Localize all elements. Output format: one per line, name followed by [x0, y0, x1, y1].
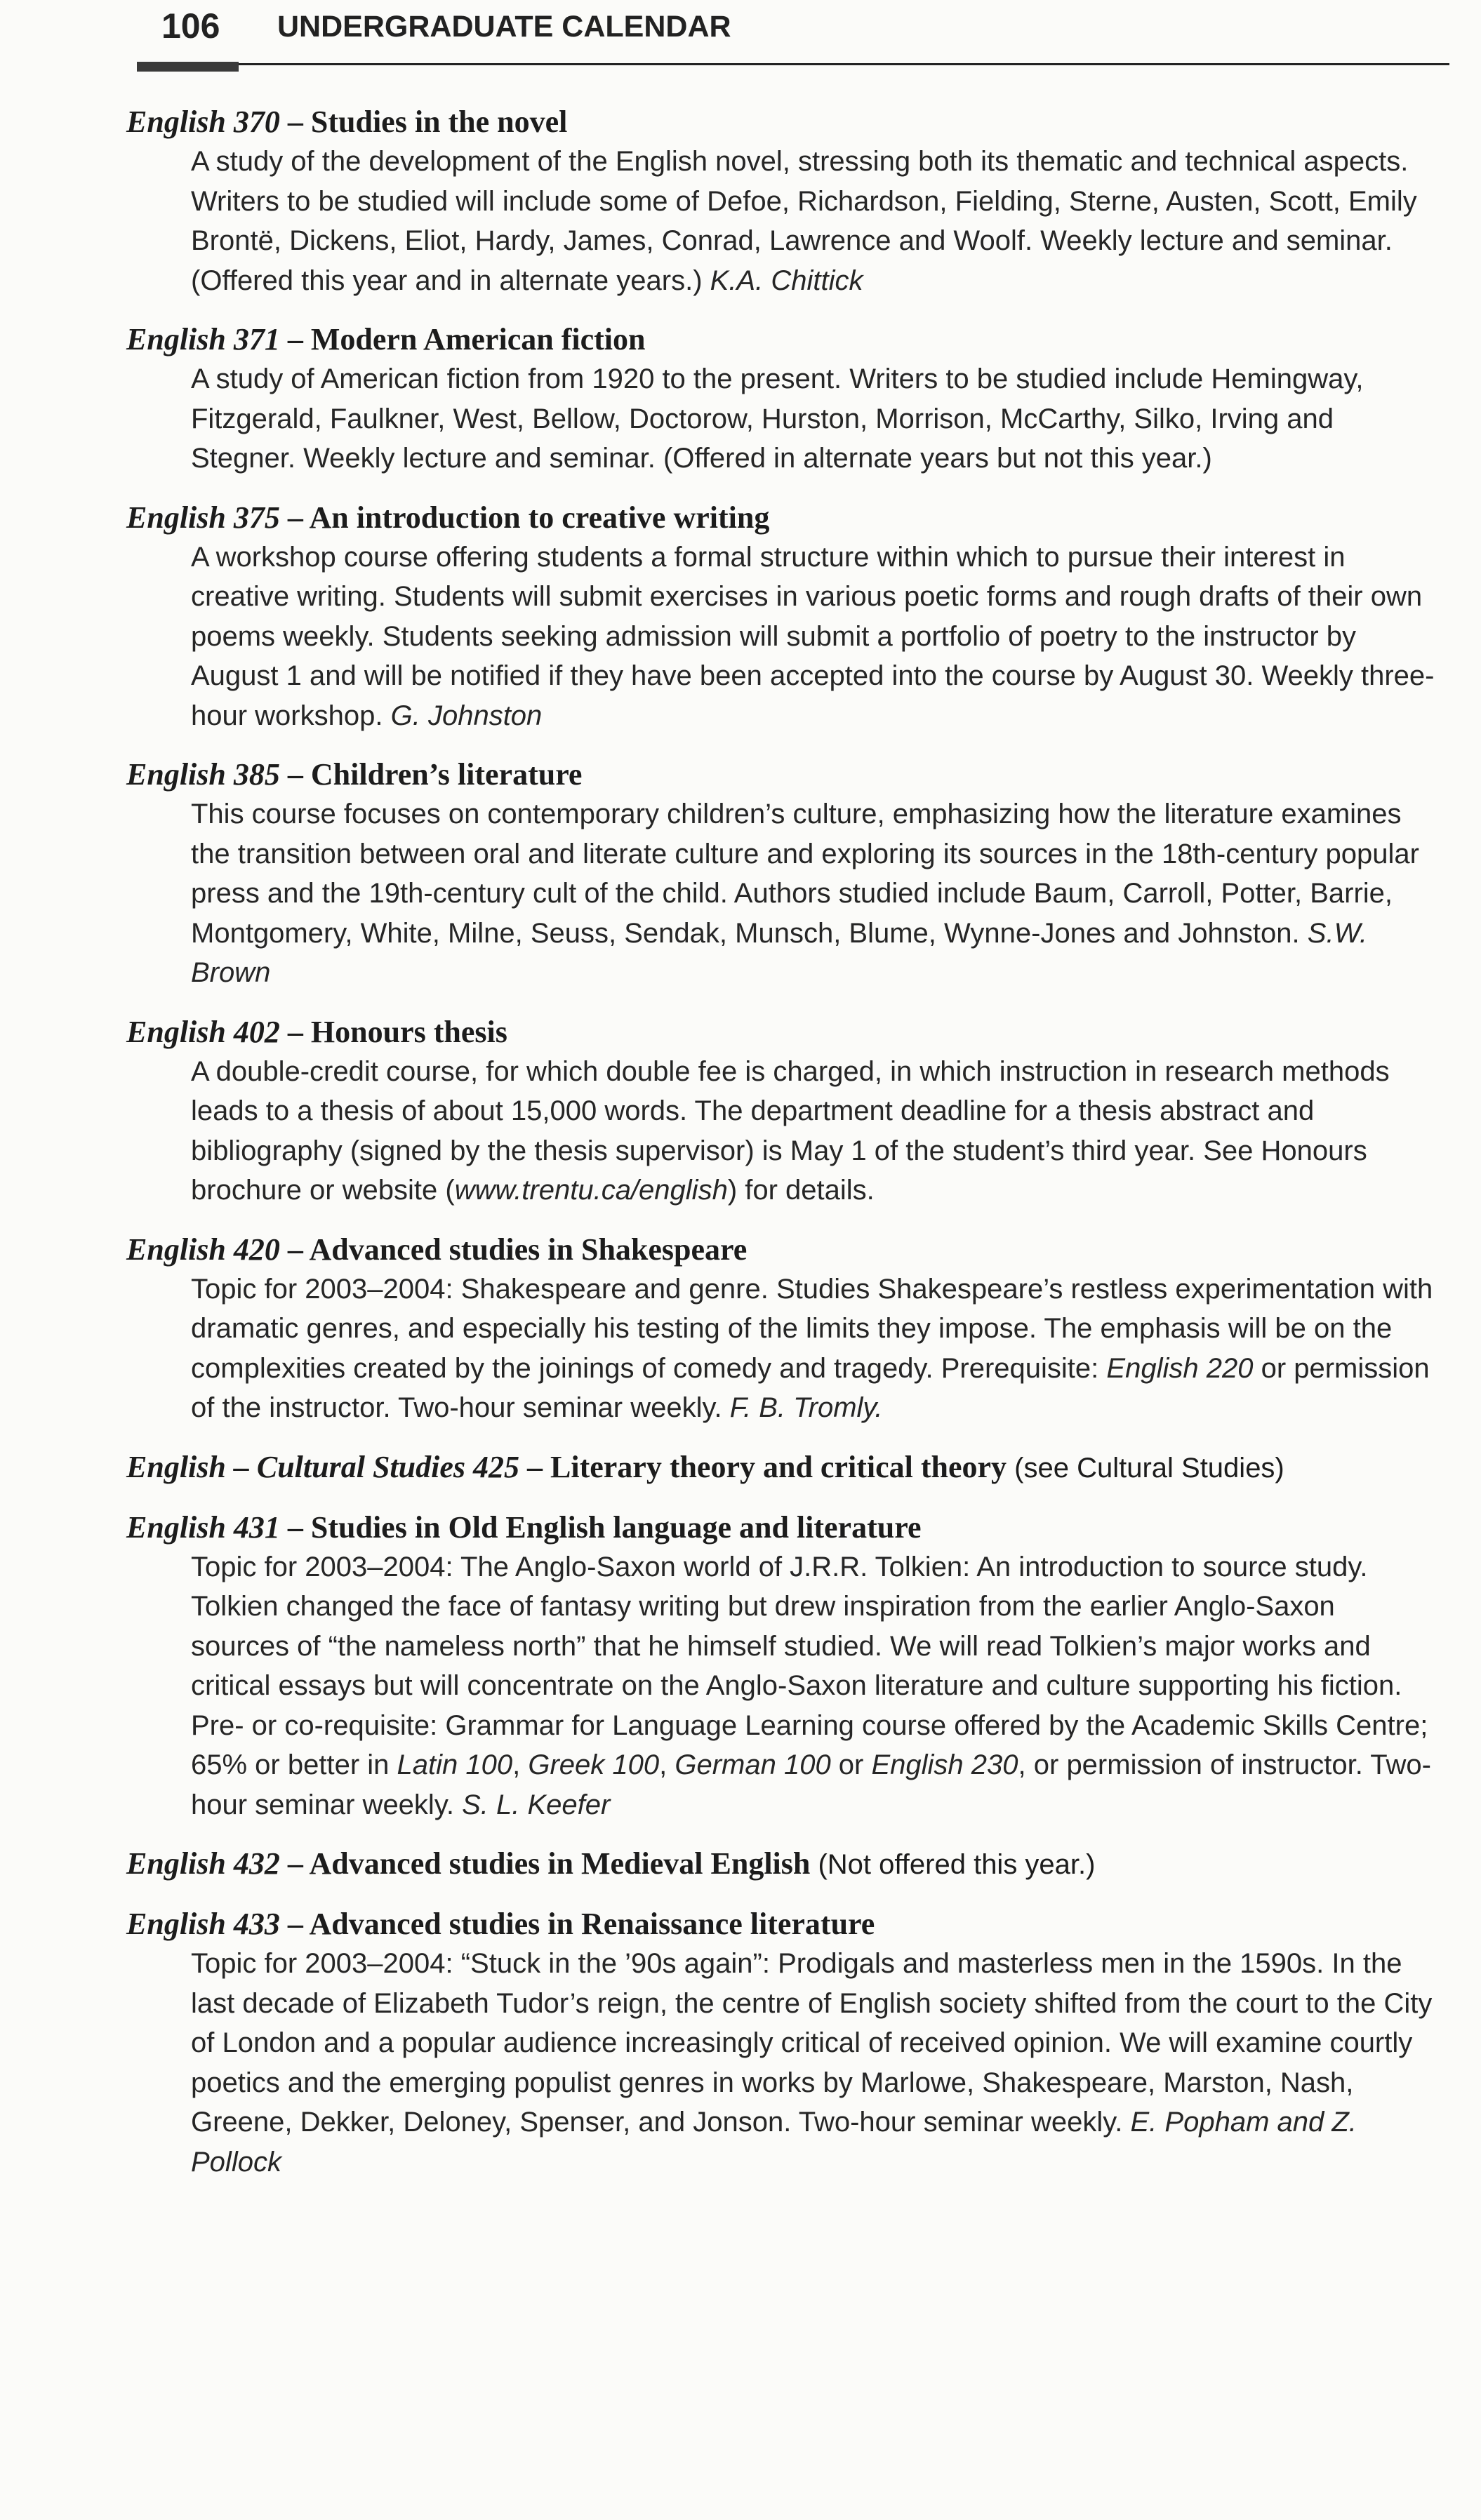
description-text-end: ) for details.: [727, 1175, 875, 1206]
course-entry-english-375: [126, 498, 1439, 736]
description-text-end: , or permission of instructor. Two-hour seminar weekly.: [191, 1749, 1431, 1820]
course-code: English 420: [126, 1232, 280, 1267]
course-description: [191, 1269, 1439, 1428]
course-heading: [126, 1844, 1439, 1885]
course-description: [191, 1052, 1439, 1211]
course-heading: [126, 102, 1439, 142]
heading-separator: –: [279, 1509, 311, 1545]
requisite-course: Greek 100: [528, 1749, 660, 1780]
course-instructor: S. L. Keefer: [462, 1789, 611, 1820]
course-description: [191, 538, 1439, 736]
heading-separator: –: [279, 1846, 310, 1881]
course-list: [126, 102, 1439, 2201]
prerequisite-course: English 220: [1106, 1352, 1254, 1384]
course-entry-english-371: [126, 319, 1439, 479]
description-text-end: or permission of the instructor. Two-hour seminar weekly.: [191, 1352, 1430, 1423]
requisite-course: German 100: [675, 1749, 831, 1780]
course-heading: [126, 1012, 1439, 1052]
course-title: Advanced studies in Shakespeare: [309, 1232, 748, 1267]
description-text: This course focuses on contemporary children’s culture, emphasizing how the literature examines the transition between oral and literate culture and exploring its sources in the 18th-century popular press and the 19th-century cult of the child. Authors studied include Baum, Carroll, Potter, Barrie, Montgomery, White, Milne, Seuss, Sendak, Munsch, Blume, Wynne-Jones and Johnston.: [191, 799, 1419, 949]
description-text: A double-credit course, for which double fee is charged, in which instruction in research methods leads to a thesis of about 15,000 words. The department deadline for a thesis abstract and bibliography (signed by the thesis supervisor) is May 1 of the student’s third year. See Honours brochure or website (: [191, 1055, 1390, 1206]
course-title: Advanced studies in Renaissance literature: [309, 1907, 875, 1941]
header-bar: [137, 62, 239, 72]
heading-separator: –: [279, 1907, 310, 1941]
course-code: English 432: [126, 1846, 280, 1881]
description-text: Topic for 2003–2004: Shakespeare and genre. Studies Shakespeare’s restless experimentation with dramatic genres, and especially his testing of the limits they impose. The emphasis will be on the complexities created by the joinings of comedy and tragedy. Prerequisite:: [191, 1273, 1433, 1384]
list-separator: or: [830, 1749, 872, 1780]
requisite-course: English 230: [871, 1749, 1018, 1780]
course-description: [191, 1547, 1439, 1825]
header-rule: [137, 63, 1449, 65]
course-instructor: K.A. Chittick: [710, 265, 863, 296]
list-separator: ,: [659, 1749, 675, 1780]
course-instructor: E. Popham and Z. Pollock: [191, 2107, 1357, 2178]
course-note: (Not offered this year.): [810, 1849, 1096, 1880]
course-code: English – Cultural Studies 425: [126, 1449, 519, 1484]
course-heading: [126, 1229, 1439, 1269]
course-heading: [126, 1447, 1439, 1488]
course-note: (see Cultural Studies): [1007, 1452, 1284, 1484]
course-title: Studies in the novel: [310, 105, 568, 139]
requisite-course: Latin 100: [397, 1749, 513, 1780]
course-instructor: S.W. Brown: [191, 917, 1367, 988]
course-entry-english-433: [126, 1904, 1439, 2182]
heading-separator: –: [279, 1232, 310, 1267]
heading-separator: –: [279, 322, 311, 356]
course-entry-english-370: [126, 102, 1439, 300]
description-text: A study of the development of the English novel, stressing both its thematic and technical aspects. Writers to be studied will include some of Defoe, Richardson, Fielding, Sterne, Austen, Scott, Emily Brontë, Dickens, Eliot, Hardy, James, Conrad, Lawrence and Woolf. Weekly lecture and seminar. (Offered this year and in alternate years.): [191, 146, 1417, 296]
course-code: English 385: [126, 757, 280, 792]
course-instructor: G. Johnston: [390, 700, 543, 731]
course-description: [191, 794, 1439, 993]
running-title: UNDERGRADUATE CALENDAR: [277, 10, 731, 44]
website-link: www.trentu.ca/english: [454, 1175, 728, 1206]
description-text: Topic for 2003–2004: “Stuck in the ’90s again”: Prodigals and masterless men in the 1590s. In the last decade of Elizabeth Tudor’s reign, the centre of English society shifted from the court to the City of London and a popular audience increasingly critical of received opinion. We will examine courtly poetics and the emerging populist genres in works by Marlowe, Shakespeare, Marston, Nash, Greene, Dekker, Deloney, Spenser, and Jonson. Two-hour seminar weekly.: [191, 1948, 1433, 2138]
course-entry-english-385: [126, 754, 1439, 993]
course-title: Modern American fiction: [310, 322, 646, 356]
course-entry-cultural-studies-425: [126, 1447, 1439, 1488]
course-code: English 402: [126, 1014, 280, 1049]
course-entry-english-431: [126, 1507, 1439, 1825]
heading-separator: –: [279, 500, 310, 535]
course-code: English 375: [126, 500, 280, 535]
course-entry-english-402: [126, 1012, 1439, 1211]
course-title: Children’s literature: [310, 757, 583, 792]
course-description: [191, 1944, 1439, 2182]
course-title: An introduction to creative writing: [309, 500, 770, 535]
description-text: A workshop course offering students a formal structure within which to pursue their interest in creative writing. Students will submit exercises in various poetic forms and rough drafts of their own poems weekly. Students seeking admission will submit a portfolio of poetry to the instructor by August 1 and will be notified if they have been accepted into the course by August 30. Weekly three-hour workshop.: [191, 541, 1435, 731]
page-number: 106: [161, 6, 220, 46]
course-title: Advanced studies in Medieval English: [309, 1846, 811, 1881]
course-entry-english-420: [126, 1229, 1439, 1428]
course-heading: [126, 1507, 1439, 1547]
course-code: English 370: [126, 105, 280, 139]
course-heading: [126, 754, 1439, 794]
course-title: Studies in Old English language and literature: [310, 1509, 922, 1545]
heading-separator: –: [519, 1449, 550, 1484]
heading-separator: –: [279, 105, 311, 139]
description-text: Topic for 2003–2004: The Anglo-Saxon world of J.R.R. Tolkien: An introduction to source study. Tolkien changed the face of fantasy writing but drew inspiration from the earlier Anglo-Saxon sources of “the nameless north” that he himself studied. We will read Tolkien’s major works and critical essays but will concentrate on the Anglo-Saxon literature and culture supporting his fiction. Pre- or co-requisite: Grammar for Language Learning course offered by the Academic Skills Centre; 65% or better in: [191, 1551, 1428, 1780]
course-description: [191, 142, 1439, 300]
course-heading: [126, 498, 1439, 538]
course-code: English 431: [126, 1509, 280, 1545]
course-instructor: F. B. Tromly.: [729, 1392, 883, 1423]
list-separator: ,: [512, 1749, 529, 1780]
course-title: Honours thesis: [310, 1014, 507, 1049]
page-header: [0, 0, 1481, 77]
course-code: English 371: [126, 322, 280, 356]
course-heading: [126, 1904, 1439, 1944]
course-heading: [126, 319, 1439, 359]
course-entry-english-432: [126, 1844, 1439, 1885]
description-text: A study of American fiction from 1920 to the present. Writers to be studied include Hemingway, Fitzgerald, Faulkner, West, Bellow, Doctorow, Hurston, Morrison, McCarthy, Silko, Irving and Stegner. Weekly lecture and seminar. (Offered in alternate years but not this year.): [191, 364, 1364, 474]
heading-separator: –: [279, 1014, 311, 1049]
course-title: Literary theory and critical theory: [550, 1449, 1007, 1484]
course-code: English 433: [126, 1907, 280, 1941]
course-description: [191, 359, 1439, 479]
heading-separator: –: [279, 757, 311, 792]
